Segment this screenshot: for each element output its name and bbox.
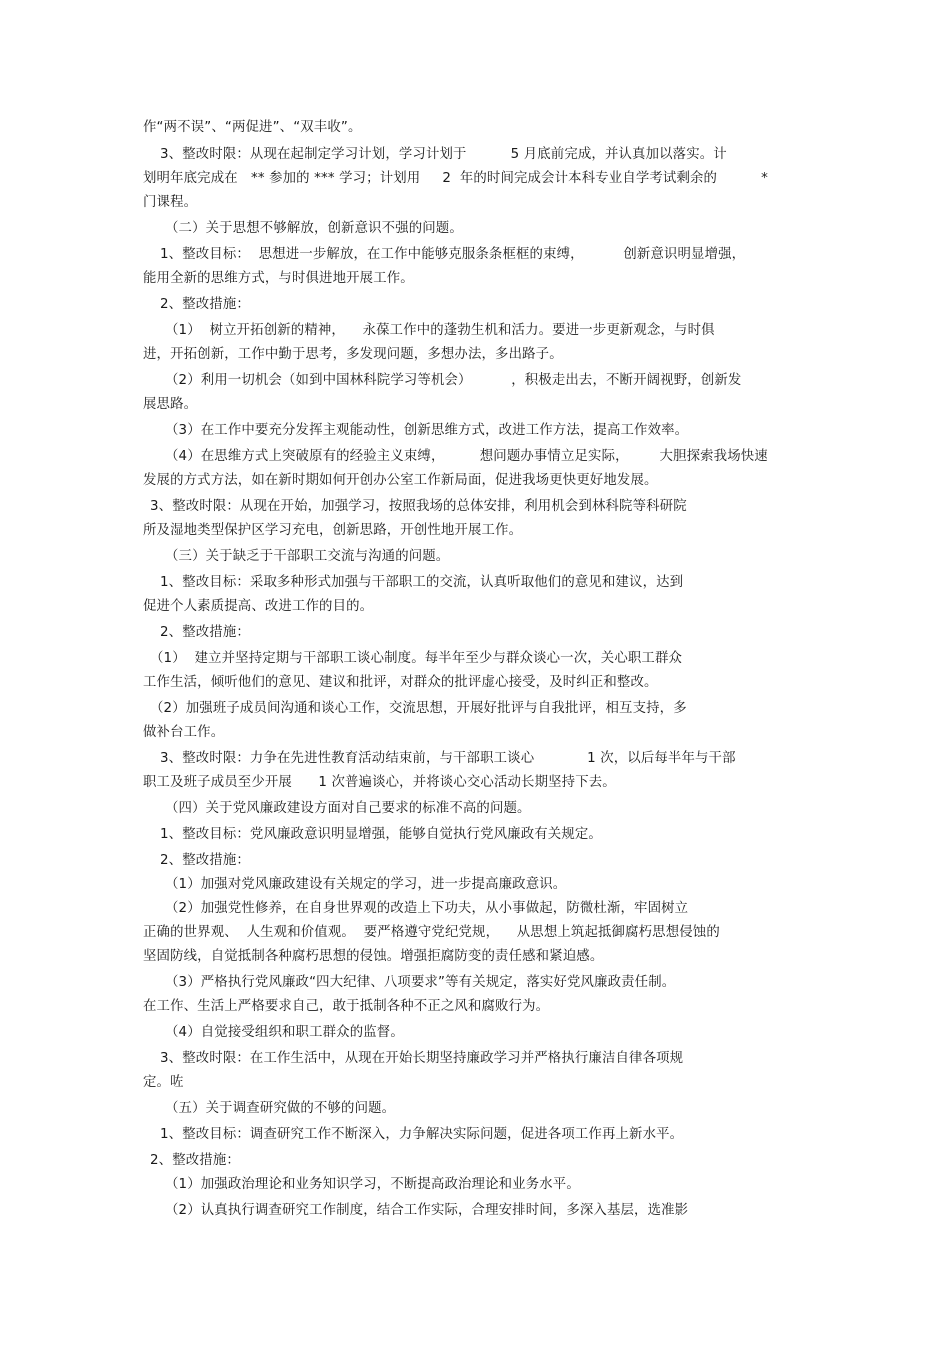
text-line: 划明年底完成在 ** 参加的 *** 学习；计划用 2 年的时间完成会计本科专业自学考试剩余的 * xyxy=(143,171,769,186)
text-line: 做补台工作。 xyxy=(143,725,225,740)
text-line: （1） 树立开拓创新的精神， 永葆工作中的蓬勃生机和活力。要进一步更新观念，与时俱 xyxy=(165,323,715,338)
text-line: 定。咗 xyxy=(143,1075,184,1090)
text-line: 1、整改目标： 思想进一步解放，在工作中能够克服条条框框的束缚， 创新意识明显增强， xyxy=(160,247,746,262)
text-line: 作“两不误”、“两促进”、“双丰收”。 xyxy=(143,120,362,135)
text-line: 进，开拓创新，工作中勤于思考，多发现问题，多想办法，多出路子。 xyxy=(143,347,563,362)
text-line: 2、整改措施： xyxy=(160,297,250,312)
text-line: （4）自觉接受组织和职工群众的监督。 xyxy=(165,1025,404,1040)
text-line: 2、整改措施： xyxy=(150,1153,240,1168)
section-heading: （五）关于调查研究做的不够的问题。 xyxy=(165,1101,396,1116)
text-line: 1、整改目标：党风廉政意识明显增强，能够自觉执行党风廉政有关规定。 xyxy=(160,827,602,842)
text-line: 促进个人素质提高、改进工作的目的。 xyxy=(143,599,374,614)
text-line: 在工作、生活上严格要求自己，敢于抵制各种不正之风和腐败行为。 xyxy=(143,999,550,1014)
text-line: （1）加强政治理论和业务知识学习，不断提高政治理论和业务水平。 xyxy=(165,1177,580,1192)
text-line: 3、整改时限：从现在开始，加强学习，按照我场的总体安排，利用机会到林科院等科研院 xyxy=(150,499,687,514)
text-line: 3、整改时限：力争在先进性教育活动结束前，与干部职工谈心 1 次，以后每半年与干部 xyxy=(160,751,736,766)
text-line: （2）加强班子成员间沟通和谈心工作，交流思想，开展好批评与自我批评，相互支持，多 xyxy=(150,701,687,716)
text-line: 能用全新的思维方式，与时俱进地开展工作。 xyxy=(143,271,414,286)
text-line: （2）加强党性修养，在自身世界观的改造上下功夫，从小事做起，防微杜渐，牢固树立 xyxy=(165,901,689,916)
text-line: （2）利用一切机会（如到中国林科院学习等机会） ，积极走出去，不断开阔视野，创新发 xyxy=(165,373,742,388)
text-line: 工作生活，倾听他们的意见、建议和批评，对群众的批评虚心接受，及时纠正和整改。 xyxy=(143,675,658,690)
text-line: 所及湿地类型保护区学习充电，创新思路，开创性地开展工作。 xyxy=(143,523,523,538)
text-line: 1、整改目标：采取多种形式加强与干部职工的交流，认真听取他们的意见和建议，达到 xyxy=(160,575,684,590)
text-line: （3）在工作中要充分发挥主观能动性，创新思维方式，改进工作方法，提高工作效率。 xyxy=(165,423,689,438)
text-line: 展思路。 xyxy=(143,397,198,412)
text-line: （4）在思维方式上突破原有的经验主义束缚， 想问题办事情立足实际， 大胆探索我场快速 xyxy=(165,449,768,464)
text-line: （1）加强对党风廉政建设有关规定的学习，进一步提高廉政意识。 xyxy=(165,877,567,892)
section-heading: （三）关于缺乏于干部职工交流与沟通的问题。 xyxy=(165,549,450,564)
section-heading: （四）关于党风廉政建设方面对自己要求的标准不高的问题。 xyxy=(165,801,531,816)
section-heading: （二）关于思想不够解放，创新意识不强的问题。 xyxy=(165,221,463,236)
text-line: 1、整改目标：调查研究工作不断深入，力争解决实际问题，促进各项工作再上新水平。 xyxy=(160,1127,684,1142)
text-line: （1） 建立并坚持定期与干部职工谈心制度。每半年至少与群众谈心一次，关心职工群众 xyxy=(150,651,683,666)
text-line: 坚固防线，自觉抵制各种腐朽思想的侵蚀。增强拒腐防变的责任感和紧迫感。 xyxy=(143,949,604,964)
text-line: 门课程。 xyxy=(143,195,198,210)
text-line: 发展的方式方法，如在新时期如何开创办公室工作新局面，促进我场更快更好地发展。 xyxy=(143,473,658,488)
text-line: 3、整改时限：从现在起制定学习计划，学习计划于 5 月底前完成，并认真加以落实。计 xyxy=(160,147,727,162)
text-line: 3、整改时限：在工作生活中，从现在开始长期坚持廉政学习并严格执行廉洁自律各项规 xyxy=(160,1051,684,1066)
text-line: 2、整改措施： xyxy=(160,853,250,868)
text-line: （2）认真执行调查研究工作制度，结合工作实际，合理安排时间，多深入基层，选准影 xyxy=(165,1203,689,1218)
text-line: （3）严格执行党风廉政“四大纪律、八项要求”等有关规定，落实好党风廉政责任制。 xyxy=(165,975,676,990)
text-line: 职工及班子成员至少开展 1 次普遍谈心，并将谈心交心活动长期坚持下去。 xyxy=(143,775,616,790)
text-line: 正确的世界观、 人生观和价值观。 要严格遵守党纪党规， 从思想上筑起抵御腐朽思想侵蚀的 xyxy=(143,925,720,940)
text-line: 2、整改措施： xyxy=(160,625,250,640)
